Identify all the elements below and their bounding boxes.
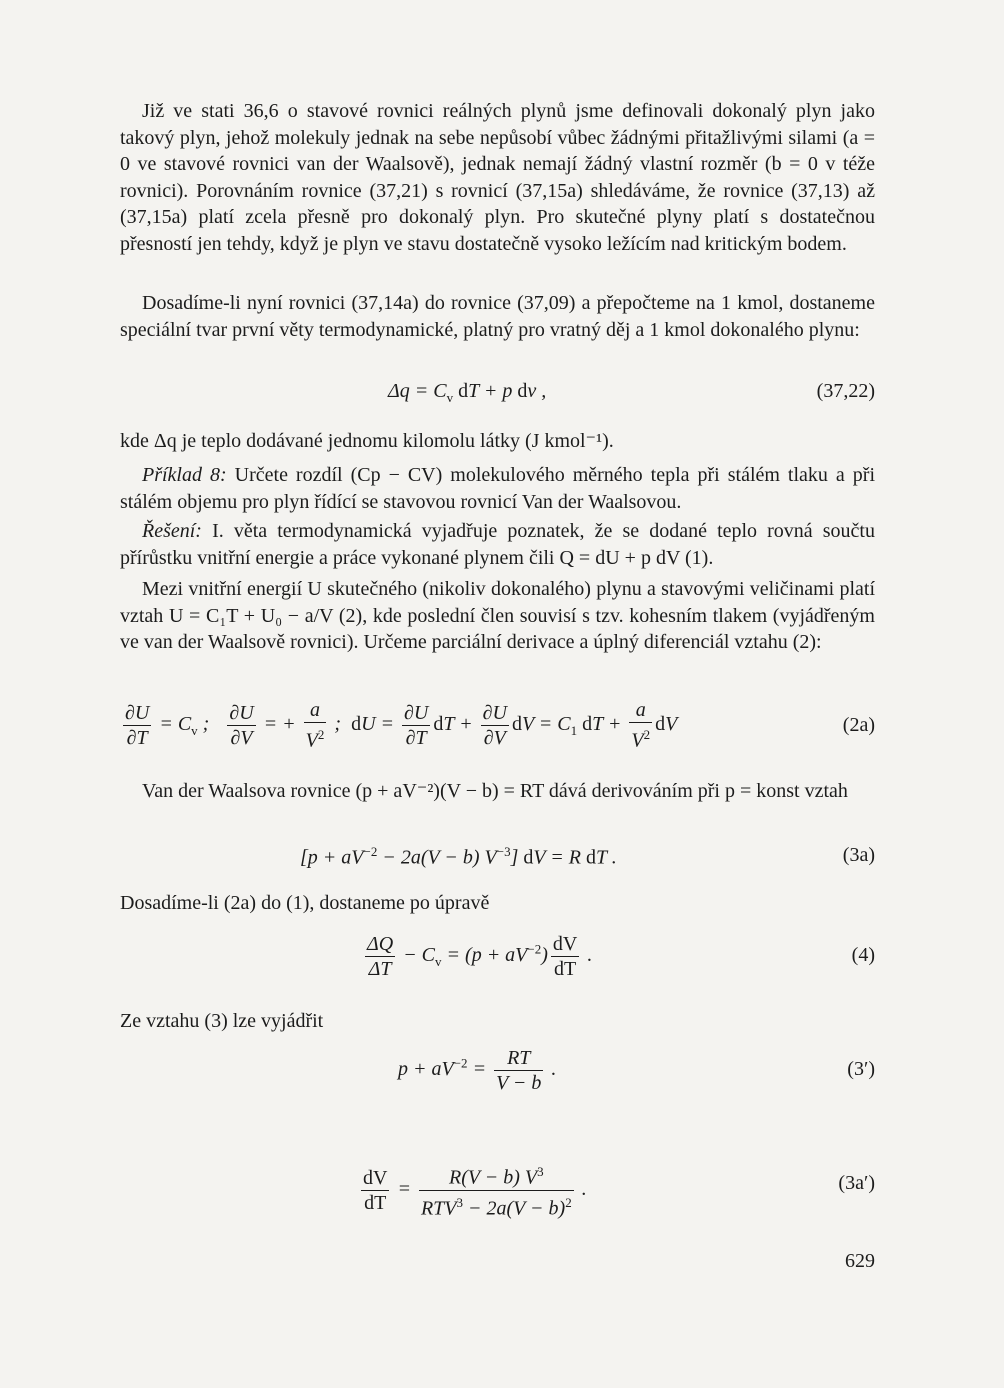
equation-expression: $\frac{\partial U}{\partial T}$ = $C_v$ ; $\frac{\partial U}{\partial V}$ = + $\frac{a}{V^2}$ ; dU = $\frac{\partial U}{\partial T}$ dT + $\frac{\partial U}{\partial V}$ dV = $C_1$ dT + $\frac{a}{V^2}$ dV (125, 699, 678, 752)
equation-3-prime (120, 1046, 875, 1102)
equation-number: (2a) (842, 714, 875, 736)
text-block-3 (120, 428, 875, 455)
text-block-6 (120, 576, 875, 656)
paragraph-3: kde Δq je teplo dodávané jednomu kilomolu látky (J kmol⁻¹). (120, 430, 614, 452)
paragraph-5 (120, 518, 875, 571)
equation-3a (120, 844, 875, 874)
page-number: 629 (845, 1250, 875, 1272)
paragraph-8: Dosadíme-li (2a) do (1), dostaneme po úpravě (120, 892, 490, 914)
equation-number: (3a′) (838, 1172, 875, 1194)
equation-3a-prime (120, 1160, 875, 1220)
equation-expression: $\frac{dV}{dT}$ = $\frac{R(V - b) V^3}{RTV^3 - 2a(V - b)^2}$ . (363, 1164, 587, 1220)
solution-label: Řešení: (142, 520, 202, 542)
equation-expression: $\frac{\Delta Q}{\Delta T}$ − $C_v = (p + aV^{-2})$ $\frac{dV}{dT}$ . (367, 933, 593, 980)
text-block-5 (120, 518, 875, 571)
equation-4 (120, 932, 875, 988)
paragraph-2: Dosadíme-li nyní rovnici (37,14a) do rovnice (37,09) a přepočteme na 1 kmol, dostaneme speciální tvar první věty termodynamické, platný pro vratný děj a 1 kmol dokonalého plynu: (120, 292, 875, 341)
example-text: Určete rozdíl (Cp − CV) molekulového měrného tepla při stálém tlaku a při stálém objemu pro plyn řídící se stavovou rovnicí Van der Waalsovou. (120, 464, 876, 513)
equation-number: (4) (851, 944, 875, 966)
equation-number: (37,22) (816, 380, 875, 402)
equation-number: (3′) (847, 1058, 875, 1080)
equation-37-22 (120, 380, 875, 410)
example-label: Příklad 8: (142, 464, 227, 486)
equation-expression: [$p + aV^{-2} - 2a(V - b)$ $V^{-3}$] dV = R dT . (300, 844, 617, 869)
equation-number: (3a) (842, 844, 875, 866)
text-block-8 (120, 890, 875, 917)
text-block-2 (120, 290, 875, 343)
equation-expression: $\Delta q = C_v$ dT + p dv , (388, 380, 547, 405)
paragraph-1: Již ve stati 36,6 o stavové rovnici reálných plynů jsme definovali dokonalý plyn jako takový plyn, jehož molekuly jednak na sebe nepůsobí vůbec žádnými přitažlivými silami (a = 0 ve stavové rovnici van der Waalsově), jednak nemají žádný vlastní rozměr (b = 0 v téže rovnici). Porovnáním rovnice (37,21) s rovnicí (37,15a) shledáváme, že rovnice (37,13) až (37,15a) platí zcela přesně pro dokonalý plyn. Pro skutečné plyny platí s dostatečnou přesností jen tehdy, když je plyn ve stavu dostatečně vysoko ležícím nad kritickým bodem. (120, 100, 875, 255)
equation-expression: $p + aV^{-2}$ = $\frac{RT}{V - b}$ . (398, 1047, 557, 1094)
text-block-7 (120, 778, 875, 805)
text-block-9 (120, 1008, 875, 1035)
text-block-4 (120, 462, 875, 515)
equation-2a (120, 698, 875, 758)
paragraph-7: Van der Waalsova rovnice (p + aV⁻²)(V − b) = RT dává derivováním při p = konst vztah (142, 780, 848, 802)
text-block-1 (120, 98, 875, 257)
paragraph-4 (120, 462, 875, 515)
paragraph-6: Mezi vnitřní energií U skutečného (nikoliv dokonalého) plynu a stavovými veličinami platí vztah U = C₁T + U₀ − a/V (2), kde poslední člen souvisí s tzv. kohesním tlakem (vyjádřeným ve van der Waalsově rovnici). Určeme parciální derivace a úplný diferenciál vztahu (2): (120, 578, 875, 653)
paragraph-9: Ze vztahu (3) lze vyjádřit (120, 1010, 324, 1032)
solution-text: I. věta termodynamická vyjadřuje poznatek, že se dodané teplo rovná součtu přírůstku vnitřní energie a práce vykonané plynem čili Q = dU + p dV (1). (120, 520, 875, 569)
